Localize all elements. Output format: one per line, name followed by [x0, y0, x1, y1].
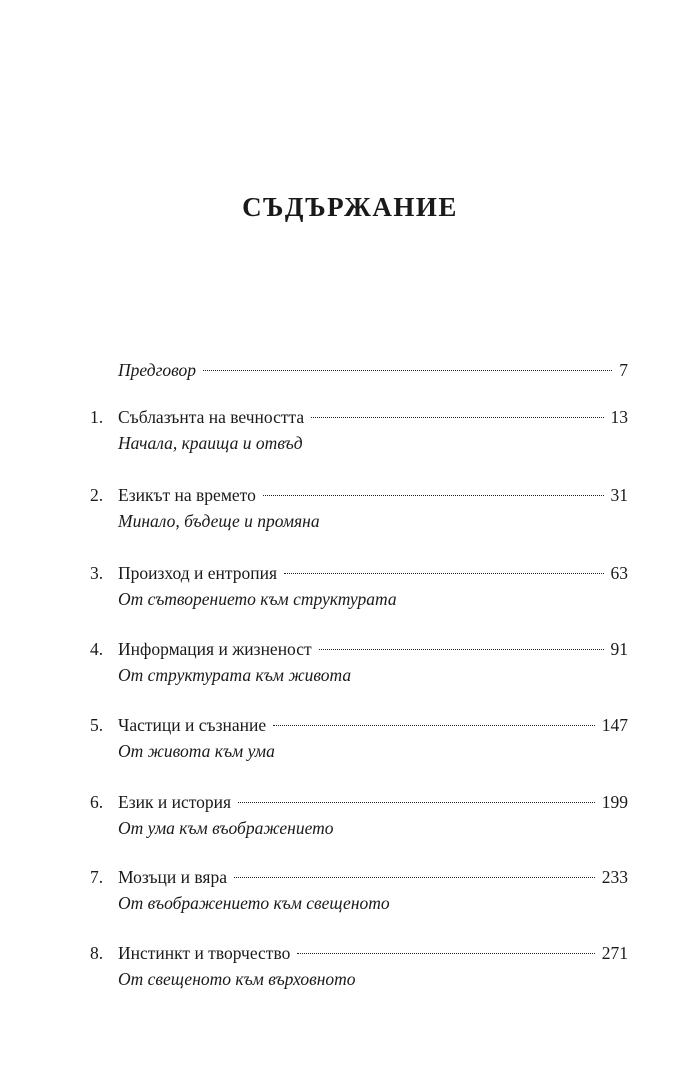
chapter-subtitle: От живота към ума	[118, 741, 275, 761]
page-number: 31	[610, 485, 628, 505]
page-number: 199	[601, 792, 628, 812]
chapter-number: 6.	[90, 792, 104, 812]
chapter-title: Езикът на времето	[118, 485, 256, 505]
chapter-number: 2.	[90, 485, 104, 505]
chapter-subtitle: От свещеното към върховното	[118, 969, 356, 989]
page-number: 63	[610, 563, 628, 583]
chapter-number: 4.	[90, 639, 104, 659]
chapter-title: Мозъци и вяра	[118, 867, 227, 887]
chapter-subtitle: От структурата към живота	[118, 665, 352, 685]
chapter-subtitle: От ума към въображението	[118, 818, 334, 838]
page-number: 147	[601, 715, 628, 735]
chapter-title: Произход и ентропия	[118, 563, 278, 583]
page-number: 91	[610, 639, 628, 659]
page-title: СЪДЪРЖАНИЕ	[242, 192, 458, 222]
dot-leader	[238, 802, 595, 803]
chapter-title: Частици и съзнание	[118, 715, 267, 735]
dot-leader	[284, 573, 603, 574]
chapter-subtitle: От сътворението към структурата	[118, 589, 397, 609]
dot-leader	[203, 370, 612, 371]
dot-leader	[297, 953, 594, 954]
chapter-number: 3.	[90, 563, 104, 583]
dot-leader	[319, 649, 604, 650]
page-number: 13	[610, 407, 628, 427]
page-number: 233	[601, 867, 628, 887]
preface-title: Предговор	[118, 360, 197, 380]
chapter-title: Инстинкт и творчество	[118, 943, 291, 963]
chapter-title: Информация и жизненост	[118, 639, 312, 659]
dot-leader	[263, 495, 604, 496]
chapter-subtitle: От въображението към свещеното	[118, 893, 390, 913]
dot-leader	[311, 417, 603, 418]
chapter-subtitle: Начала, краища и отвъд	[118, 433, 303, 453]
chapter-title: Език и история	[118, 792, 232, 812]
dot-leader	[273, 725, 595, 726]
chapter-subtitle: Минало, бъдеще и промяна	[118, 511, 320, 531]
chapter-number: 7.	[90, 867, 104, 887]
dot-leader	[234, 877, 595, 878]
chapter-number: 5.	[90, 715, 104, 735]
chapter-title: Съблазънта на вечността	[118, 407, 305, 427]
chapter-number: 8.	[90, 943, 104, 963]
page-number: 271	[601, 943, 628, 963]
page-number: 7	[619, 360, 628, 380]
chapter-number: 1.	[90, 407, 104, 427]
